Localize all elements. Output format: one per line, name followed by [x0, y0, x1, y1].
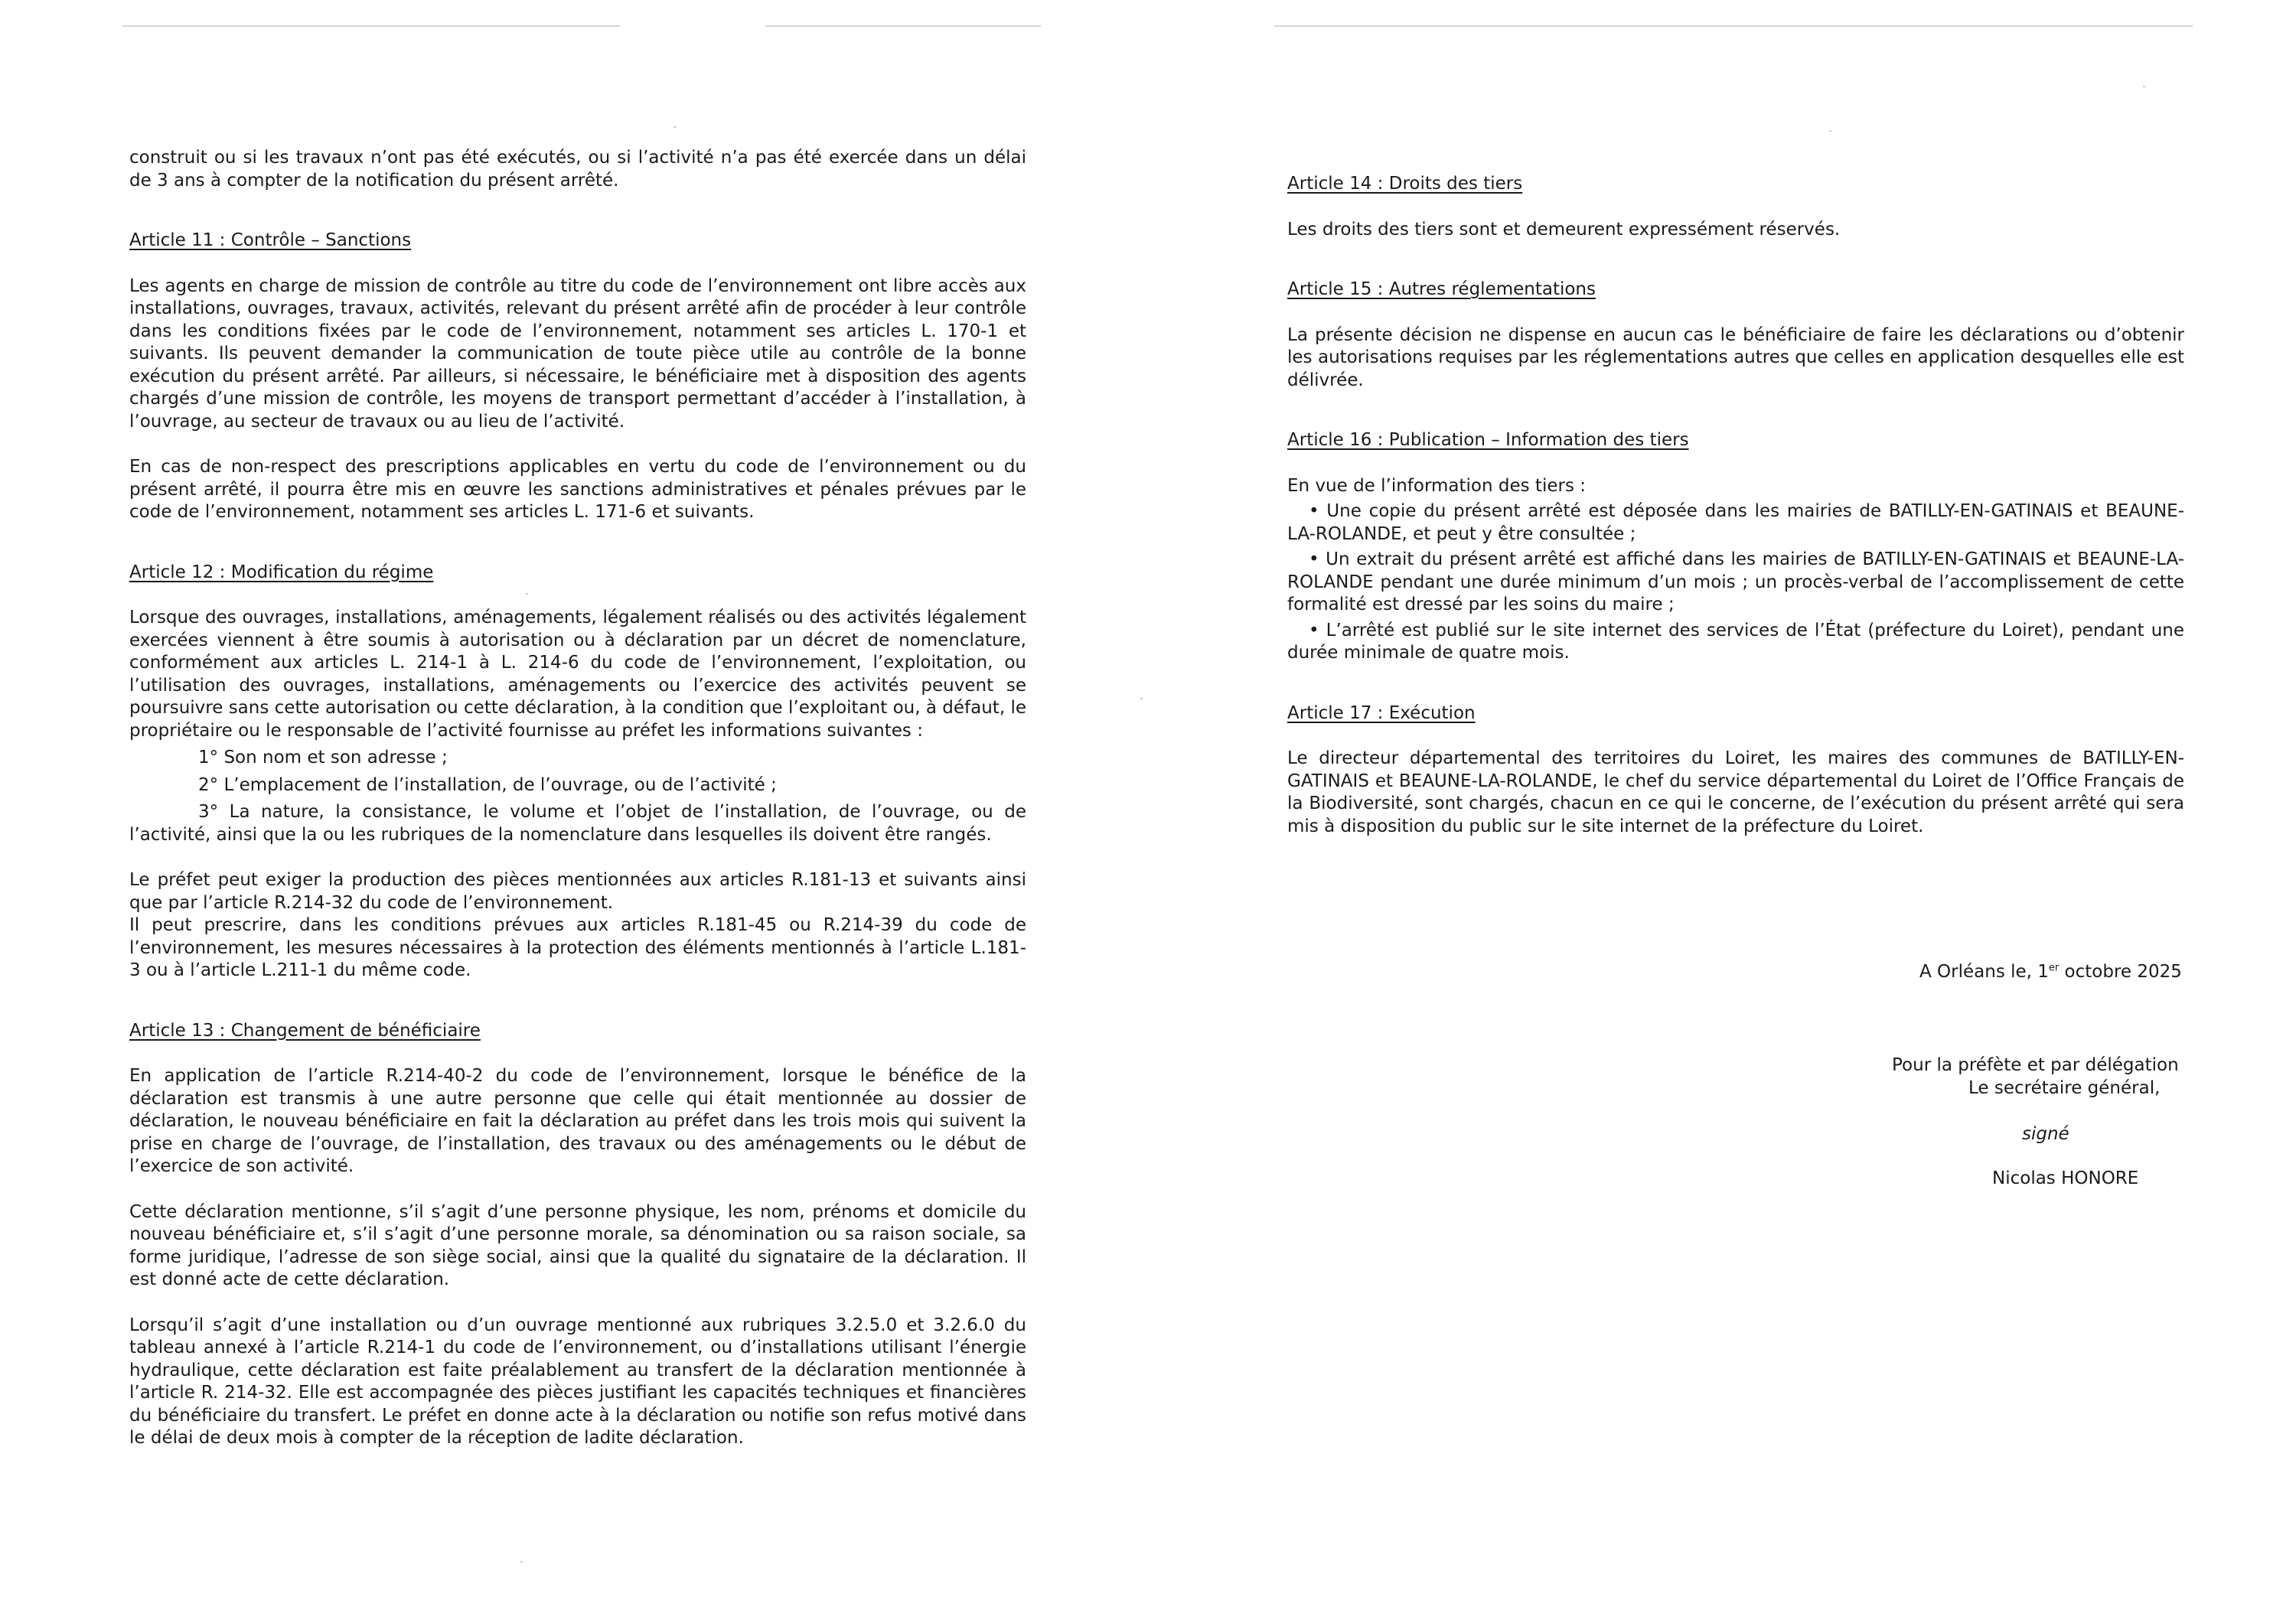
signature-title-line: Le secrétaire général,: [1968, 1078, 2161, 1098]
article-12-item-3: 3° La nature, la consistance, le volume et l’objet de l’installation, de l’ouvrage, ou de l’activité, ainsi que la ou les rubriques de la nomenclature dans lesquelles ils doivent être rangés.: [129, 802, 1026, 845]
scan-speck: [1140, 698, 1143, 699]
article-13-title: Article 13 : Changement de bénéficiaire: [129, 1020, 481, 1041]
article-14-paragraph: Les droits des tiers sont et demeurent expressément réservés.: [1287, 219, 1841, 240]
date-place-suffix: octobre 2025: [2059, 962, 2182, 982]
article-16-bullet-3: • L’arrêté est publié sur le site internet des services de l’État (préfecture du Loiret), pendant une durée minimale de quatre mois.: [1287, 620, 2184, 663]
scan-edge-line-right: [1274, 25, 2193, 27]
article-16-bullet-2: • Un extrait du présent arrêté est affiché dans les mairies de BATILLY-EN-GATINAIS et BEAUNE-LA-ROLANDE pendant une durée minimum d’un mois ; un procès-verbal de l’accomplissement de cette formalité est dressé par les soins du maire ;: [1287, 549, 2184, 614]
signature-delegation-line: Pour la préfète et par délégation: [1892, 1055, 2179, 1075]
right-page-column: [1287, 173, 2184, 838]
article-11-paragraph-2: En cas de non-respect des prescriptions applicables en vertu du code de l’environnement ou du présent arrêté, il pourra être mis en œuvre les sanctions administratives et pénales prévues par le code de l’environnement, notamment ses articles L. 171-6 et suivants.: [129, 457, 1026, 522]
article-12-paragraph-1: Lorsque des ouvrages, installations, aménagements, légalement réalisés ou des activités légalement exercées viennent à être soumis à autorisation ou à déclaration par un décret de nomenclature, conformément aux articles L. 214-1 à L. 214-6 du code de l’environnement, l’exploitation, ou l’utilisation des ouvrages, installations, aménagements ou l’exercice des activités peuvent se poursuivre sans cette autorisation ou cette déclaration, à la condition que l’exploitant ou, à défaut, le propriétaire ou le responsable de l’activité fournisse au préfet les informations suivantes :: [129, 608, 1026, 741]
date-place-prefix: A Orléans le, 1: [1919, 962, 2049, 982]
left-page-column: [129, 147, 1026, 1450]
article-11-title: Article 11 : Contrôle – Sanctions: [129, 230, 412, 250]
article-12-title: Article 12 : Modification du régime: [129, 562, 434, 582]
scan-speck: [2143, 86, 2145, 87]
article-12-paragraph-2: Le préfet peut exiger la production des pièces mentionnées aux articles R.181-13 et suivants ainsi que par l’article R.214-32 du code de l’environnement.: [129, 870, 1026, 913]
article-17-paragraph: Le directeur départemental des territoires du Loiret, les maires des communes de BATILLY-EN-GATINAIS et BEAUNE-LA-ROLANDE, le chef du service départemental du Loiret de l’Office Français de la Biodiversité, sont chargés, chacun en ce qui le concerne, de l’exécution du présent arrêté qui sera mis à disposition du public sur le site internet de la préfecture du Loiret.: [1287, 748, 2184, 836]
article-11-paragraph-1: Les agents en charge de mission de contrôle au titre du code de l’environnement ont libre accès aux installations, ouvrages, travaux, activités, relevant du présent arrêté afin de procéder à leur contrôle dans les conditions fixées par le code de l’environnement, notamment ses articles L. 170-1 et suivants. Ils peuvent demander la communication de toute pièce utile au contrôle de la bonne exécution du présent arrêté. Par ailleurs, si nécessaire, le bénéficiaire met à disposition des agents chargés d’une mission de contrôle, les moyens de transport permettant d’accéder à l’installation, à l’ouvrage, au secteur de travaux ou au lieu de l’activité.: [129, 275, 1026, 432]
date-ordinal-suffix: er: [2048, 962, 2060, 974]
article-13-paragraph-3: Lorsqu’il s’agit d’une installation ou d’un ouvrage mentionné aux rubriques 3.2.5.0 et 3.2.6.0 du tableau annexé à l’article R.214-1 du code de l’environnement, ou d’installations utilisant l’énergie hydraulique, cette déclaration est faite préalablement au transfert de la déclaration mentionnée à l’article R. 214-32. Elle est accompagnée des pièces justifiant les capacités techniques et financières du bénéficiaire du transfert. Le préfet en donne acte à la déclaration ou notifie son refus motivé dans le délai de deux mois à compter de la réception de ladite déclaration.: [129, 1315, 1026, 1448]
article-15-title: Article 15 : Autres réglementations: [1287, 279, 1596, 299]
left-intro-paragraph: construit ou si les travaux n’ont pas été exécutés, ou si l’activité n’a pas été exercée dans un délai de 3 ans à compter de la notification du présent arrêté.: [129, 148, 1026, 191]
article-17-title: Article 17 : Exécution: [1287, 702, 1476, 723]
article-12-item-1: 1° Son nom et son adresse ;: [198, 748, 448, 768]
scan-speck: [1829, 130, 1831, 132]
signature-date-place: [1919, 961, 2182, 984]
scan-edge-line-left: [122, 25, 620, 27]
article-12-paragraph-3: Il peut prescrire, dans les conditions prévues aux articles R.181-45 ou R.214-39 du code de l’environnement, les mesures nécessaires à la protection des éléments mentionnés à l’article L.181-3 ou à l’article L.211-1 du même code.: [129, 915, 1026, 980]
article-12-item-2: 2° L’emplacement de l’installation, de l’ouvrage, ou de l’activité ;: [198, 774, 777, 795]
signature-signed-mark: signé: [2022, 1124, 2069, 1144]
signatory-name: Nicolas HONORE: [1992, 1168, 2139, 1188]
scan-speck: [520, 1561, 523, 1563]
scan-speck: [673, 126, 676, 128]
article-15-paragraph: La présente décision ne dispense en aucun cas le bénéficiaire de faire les déclarations ou d’obtenir les autorisations requises par les réglementations autres que celles en application desquelles elle est délivrée.: [1287, 324, 2184, 390]
article-16-bullet-1: • Une copie du présent arrêté est déposée dans les mairies de BATILLY-EN-GATINAIS et BEAUNE-LA-ROLANDE, et peut y être consultée ;: [1287, 501, 2184, 544]
article-13-paragraph-2: Cette déclaration mentionne, s’il s’agit d’une personne physique, les nom, prénoms et domicile du nouveau bénéficiaire et, s’il s’agit d’une personne morale, sa dénomination ou sa raison sociale, sa forme juridique, l’adresse de son siège social, ainsi que la qualité du signataire de la déclaration. Il est donné acte de cette déclaration.: [129, 1201, 1026, 1289]
article-13-paragraph-1: En application de l’article R.214-40-2 du code de l’environnement, lorsque le bénéfice de la déclaration est transmis à une autre personne que celle qui était mentionnée au dossier de déclaration, le nouveau bénéficiaire en fait la déclaration au préfet dans les trois mois qui suivent la prise en charge de l’ouvrage, de l’installation, des travaux ou des aménagements ou le début de l’exercice de son activité.: [129, 1066, 1026, 1176]
scan-edge-line-left-2: [765, 25, 1041, 27]
article-16-title: Article 16 : Publication – Information des tiers: [1287, 430, 1689, 450]
article-14-title: Article 14 : Droits des tiers: [1287, 174, 1523, 194]
article-16-intro: En vue de l’information des tiers :: [1287, 475, 1586, 496]
